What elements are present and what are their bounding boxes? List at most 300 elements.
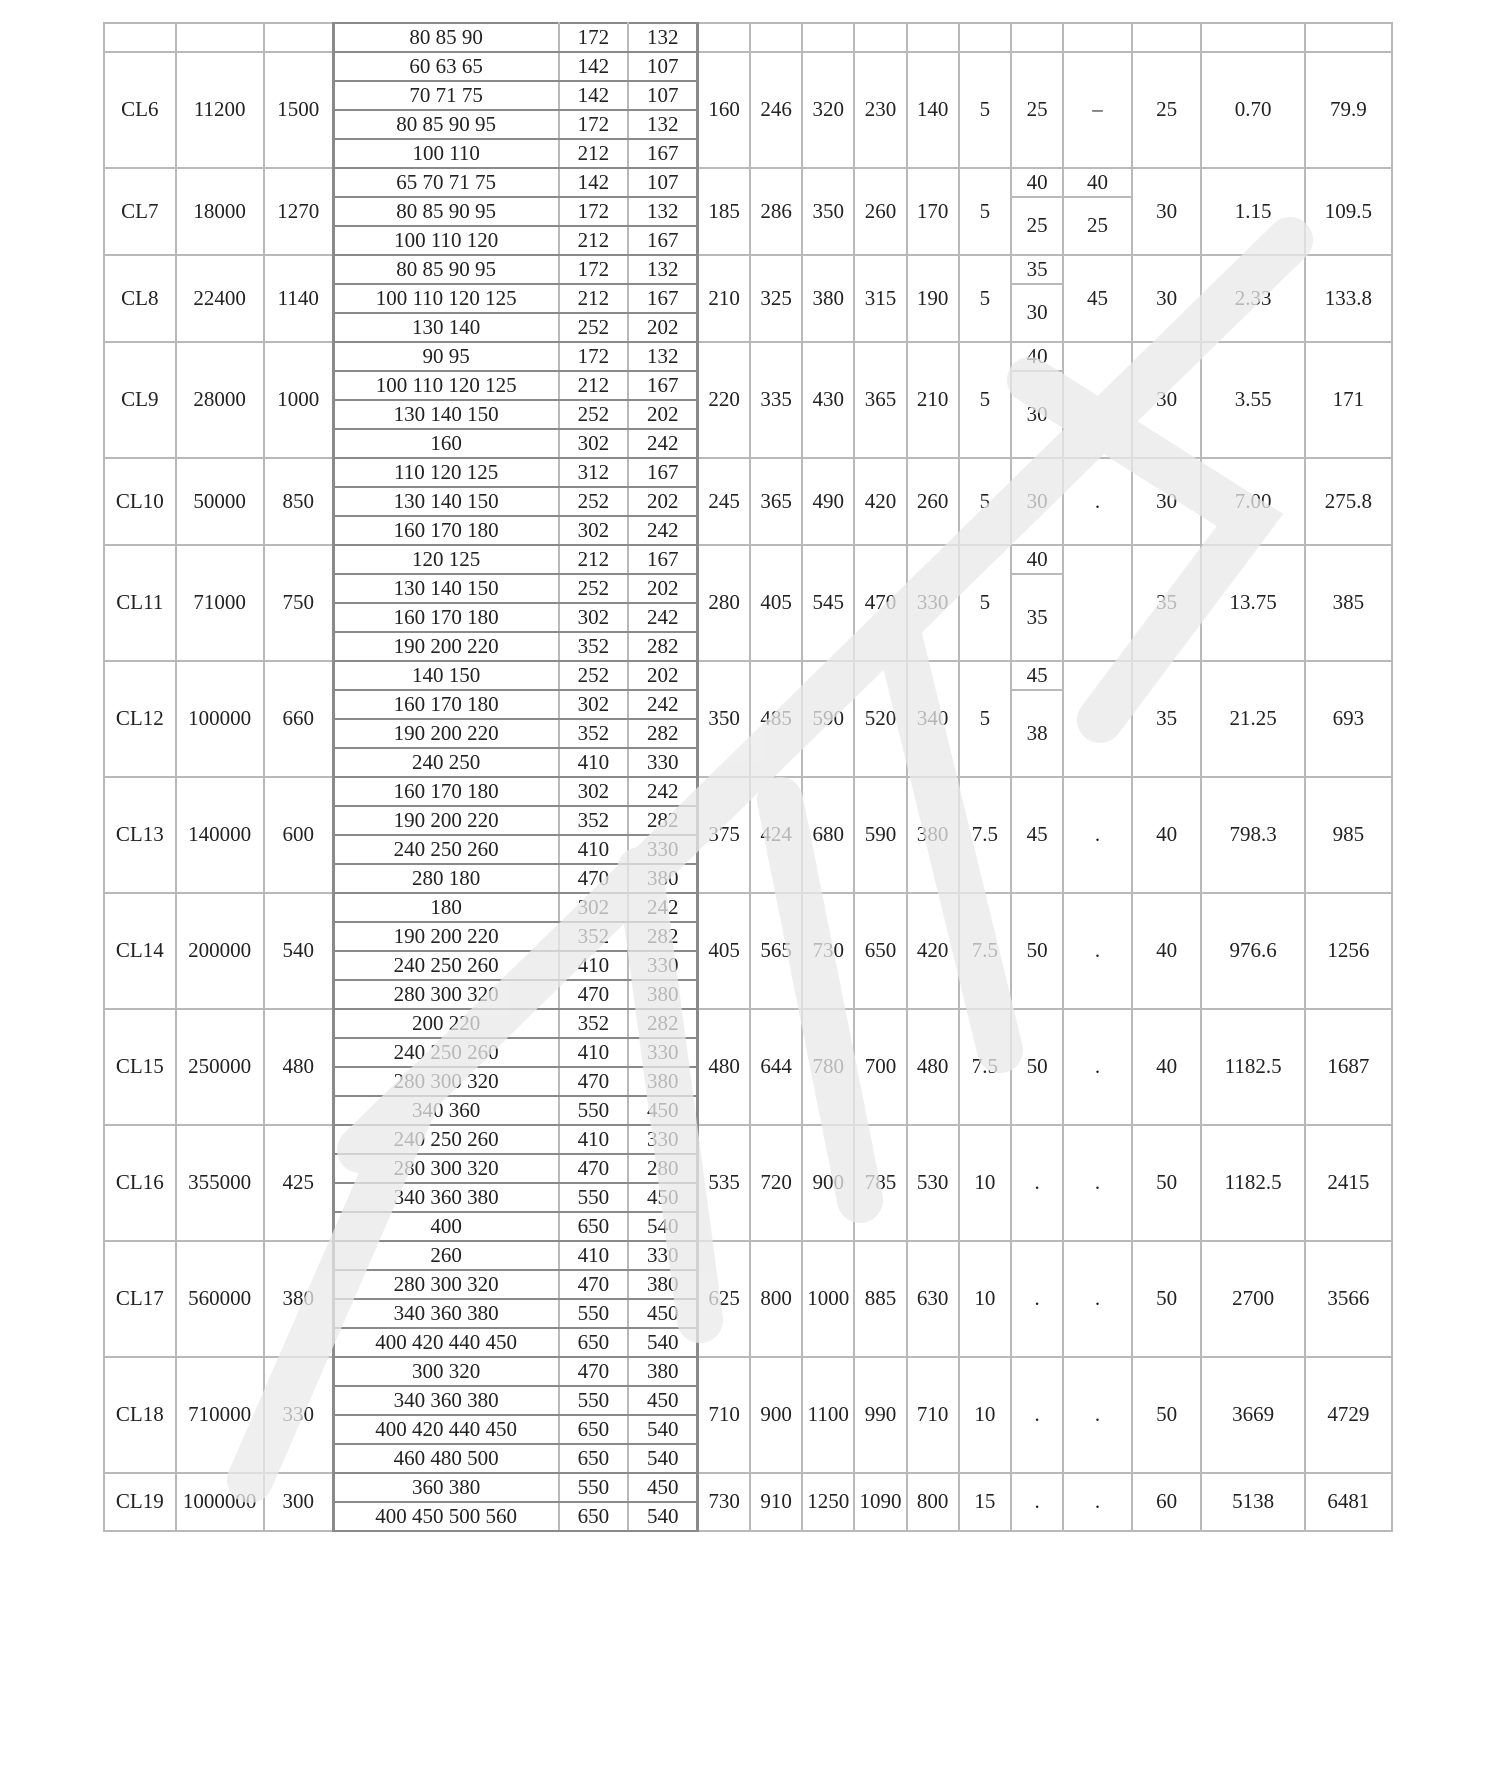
length-l1-cell: 470 xyxy=(559,1154,629,1183)
table-row xyxy=(104,342,1392,371)
dimension-e-cell: 10 xyxy=(959,1125,1011,1241)
length-l2-cell: 107 xyxy=(628,52,698,81)
dimension-d2-cell: 780 xyxy=(802,1009,854,1125)
length-l1-cell: 470 xyxy=(559,1357,629,1386)
length-l1-cell: 550 xyxy=(559,1386,629,1415)
length-l1-cell: 212 xyxy=(559,284,629,313)
length-l2-cell: 282 xyxy=(628,719,698,748)
speed-cell: 300 xyxy=(264,1473,334,1531)
bore-diameter-cell: 240 250 260 xyxy=(333,1038,558,1067)
mass-cell: 109.5 xyxy=(1305,168,1392,255)
inertia-cell: 5138 xyxy=(1201,1473,1304,1531)
dimension-e-cell: 5 xyxy=(959,661,1011,777)
torque-cell: 200000 xyxy=(176,893,264,1009)
length-l1-cell: 410 xyxy=(559,951,629,980)
dimension-b-cell: 785 xyxy=(854,1125,906,1241)
mass-cell: 1256 xyxy=(1305,893,1392,1009)
speed-cell: 380 xyxy=(264,1241,334,1357)
length-l2-cell: 242 xyxy=(628,690,698,719)
speed-cell: 1500 xyxy=(264,52,334,168)
length-l1-cell: 212 xyxy=(559,371,629,400)
length-l1-cell: 172 xyxy=(559,110,629,139)
dimension-b-cell: 885 xyxy=(854,1241,906,1357)
bore-diameter-cell: 280 300 320 xyxy=(333,980,558,1009)
length-l2-cell: 450 xyxy=(628,1386,698,1415)
mass-cell: 693 xyxy=(1305,661,1392,777)
length-l1-cell: 172 xyxy=(559,342,629,371)
length-l1-cell: 650 xyxy=(559,1328,629,1357)
length-l2-cell: 132 xyxy=(628,110,698,139)
length-l1-cell: 550 xyxy=(559,1473,629,1502)
dimension-m-cell: 25 xyxy=(1132,52,1202,168)
dimension-d2-cell: 490 xyxy=(802,458,854,545)
dimension-m-cell: 35 xyxy=(1132,661,1202,777)
dimension-d2-cell: 1250 xyxy=(802,1473,854,1531)
table-row xyxy=(104,893,1392,922)
dimension-d2-cell: 320 xyxy=(802,52,854,168)
dimension-d1-cell: 485 xyxy=(750,661,802,777)
inertia-cell: 21.25 xyxy=(1201,661,1304,777)
speed-cell: 750 xyxy=(264,545,334,661)
dimension-d1-cell: 246 xyxy=(750,52,802,168)
bore-diameter-cell: 360 380 xyxy=(333,1473,558,1502)
bore-diameter-cell: 90 95 xyxy=(333,342,558,371)
dimension-m-cell: 40 xyxy=(1132,777,1202,893)
length-l1-cell: 410 xyxy=(559,1241,629,1270)
bore-diameter-cell: 100 110 xyxy=(333,139,558,168)
dimension-d1-cell: 424 xyxy=(750,777,802,893)
blank-cell xyxy=(1201,23,1304,52)
length-l2-cell: 242 xyxy=(628,777,698,806)
length-l2-cell: 167 xyxy=(628,284,698,313)
dimension-b-cell: 520 xyxy=(854,661,906,777)
dimension-m-cell: 30 xyxy=(1132,168,1202,255)
dimension-b1-cell: 140 xyxy=(907,52,959,168)
blank-cell xyxy=(907,23,959,52)
torque-cell: 710000 xyxy=(176,1357,264,1473)
length-l2-cell: 380 xyxy=(628,1067,698,1096)
length-l1-cell: 302 xyxy=(559,777,629,806)
dimension-m-cell: 35 xyxy=(1132,545,1202,661)
length-l2-cell: 167 xyxy=(628,371,698,400)
dimension-b1-cell: 530 xyxy=(907,1125,959,1241)
pin-c1-cell: 30 xyxy=(1011,371,1063,458)
pin-c2-cell: . xyxy=(1063,1009,1132,1125)
length-l2-cell: 242 xyxy=(628,603,698,632)
length-l2-cell: 132 xyxy=(628,255,698,284)
table-row xyxy=(104,1357,1392,1386)
pin-c1-cell: 45 xyxy=(1011,661,1063,690)
pin-c1-cell: 45 xyxy=(1011,777,1063,893)
dimension-d2-cell: 545 xyxy=(802,545,854,661)
bore-diameter-cell: 80 85 90 95 xyxy=(333,197,558,226)
dimension-b-cell: 470 xyxy=(854,545,906,661)
model-cell: CL17 xyxy=(104,1241,176,1357)
bore-diameter-cell: 190 200 220 xyxy=(333,632,558,661)
length-l2-cell: 167 xyxy=(628,458,698,487)
model-cell: CL13 xyxy=(104,777,176,893)
dimension-m-cell: 60 xyxy=(1132,1473,1202,1531)
dimension-d1-cell: 800 xyxy=(750,1241,802,1357)
dimension-b-cell: 1090 xyxy=(854,1473,906,1531)
dimension-d1-cell: 335 xyxy=(750,342,802,458)
length-l2-cell: 167 xyxy=(628,545,698,574)
dimension-d-cell: 730 xyxy=(698,1473,750,1531)
dimension-d2-cell: 1000 xyxy=(802,1241,854,1357)
length-l2-cell: 330 xyxy=(628,1241,698,1270)
length-l1-cell: 142 xyxy=(559,81,629,110)
dimension-m-cell: 50 xyxy=(1132,1125,1202,1241)
dimension-b-cell: 420 xyxy=(854,458,906,545)
length-l1-cell: 212 xyxy=(559,545,629,574)
bore-diameter-cell: 190 200 220 xyxy=(333,806,558,835)
length-l1-cell: 470 xyxy=(559,1270,629,1299)
bore-diameter-cell: 160 170 180 xyxy=(333,690,558,719)
dimension-d-cell: 710 xyxy=(698,1357,750,1473)
dimension-e-cell: 7.5 xyxy=(959,1009,1011,1125)
length-l1-cell: 410 xyxy=(559,1038,629,1067)
coupling-spec-table xyxy=(103,22,1393,1532)
pin-c1-cell: 30 xyxy=(1011,284,1063,342)
torque-cell: 22400 xyxy=(176,255,264,342)
table-row xyxy=(104,545,1392,574)
blank-cell xyxy=(750,23,802,52)
length-l2-cell: 540 xyxy=(628,1444,698,1473)
pin-c2-cell: . xyxy=(1063,1473,1132,1531)
pin-c1-cell: 25 xyxy=(1011,197,1063,255)
bore-diameter-cell: 130 140 150 xyxy=(333,400,558,429)
dimension-b-cell: 365 xyxy=(854,342,906,458)
mass-cell: 3566 xyxy=(1305,1241,1392,1357)
table-row xyxy=(104,1009,1392,1038)
bore-diameter-cell: 240 250 260 xyxy=(333,951,558,980)
table-row xyxy=(104,777,1392,806)
dimension-d-cell: 245 xyxy=(698,458,750,545)
dimension-d1-cell: 900 xyxy=(750,1357,802,1473)
dimension-d2-cell: 730 xyxy=(802,893,854,1009)
model-cell: CL8 xyxy=(104,255,176,342)
dimension-e-cell: 5 xyxy=(959,255,1011,342)
mass-cell: 1687 xyxy=(1305,1009,1392,1125)
dimension-m-cell: 40 xyxy=(1132,1009,1202,1125)
dimension-d2-cell: 680 xyxy=(802,777,854,893)
bore-diameter-cell: 130 140 150 xyxy=(333,487,558,516)
length-l1-cell: 650 xyxy=(559,1444,629,1473)
length-l1-cell: 302 xyxy=(559,893,629,922)
dimension-e-cell: 5 xyxy=(959,168,1011,255)
dimension-b1-cell: 190 xyxy=(907,255,959,342)
length-l1-cell: 352 xyxy=(559,922,629,951)
length-l2-cell: 202 xyxy=(628,661,698,690)
length-l2-cell: 540 xyxy=(628,1502,698,1531)
bore-diameter-cell: 160 170 180 xyxy=(333,603,558,632)
length-l1-cell: 302 xyxy=(559,690,629,719)
dimension-d1-cell: 644 xyxy=(750,1009,802,1125)
length-l2-cell: 380 xyxy=(628,980,698,1009)
dimension-d-cell: 480 xyxy=(698,1009,750,1125)
model-cell: CL18 xyxy=(104,1357,176,1473)
dimension-b1-cell: 170 xyxy=(907,168,959,255)
length-l1-cell: 650 xyxy=(559,1212,629,1241)
bore-diameter-cell: 80 85 90 xyxy=(333,23,558,52)
dimension-b1-cell: 420 xyxy=(907,893,959,1009)
blank-cell xyxy=(1132,23,1202,52)
bore-diameter-cell: 240 250 260 xyxy=(333,835,558,864)
dimension-d-cell: 220 xyxy=(698,342,750,458)
length-l1-cell: 302 xyxy=(559,429,629,458)
length-l1-cell: 252 xyxy=(559,487,629,516)
inertia-cell: 976.6 xyxy=(1201,893,1304,1009)
dimension-e-cell: 7.5 xyxy=(959,777,1011,893)
dimension-m-cell: 50 xyxy=(1132,1241,1202,1357)
length-l1-cell: 550 xyxy=(559,1299,629,1328)
bore-diameter-cell: 130 140 150 xyxy=(333,574,558,603)
dimension-b1-cell: 630 xyxy=(907,1241,959,1357)
bore-diameter-cell: 160 170 180 xyxy=(333,516,558,545)
pin-c2-cell: . xyxy=(1063,1125,1132,1241)
pin-c2-cell xyxy=(1063,661,1132,777)
bore-diameter-cell: 60 63 65 xyxy=(333,52,558,81)
length-l1-cell: 410 xyxy=(559,748,629,777)
dimension-b-cell: 230 xyxy=(854,52,906,168)
dimension-b1-cell: 330 xyxy=(907,545,959,661)
bore-diameter-cell: 340 360 380 xyxy=(333,1183,558,1212)
bore-diameter-cell: 70 71 75 xyxy=(333,81,558,110)
length-l2-cell: 380 xyxy=(628,864,698,893)
model-cell: CL15 xyxy=(104,1009,176,1125)
blank-cell xyxy=(959,23,1011,52)
length-l1-cell: 252 xyxy=(559,400,629,429)
mass-cell: 6481 xyxy=(1305,1473,1392,1531)
bore-diameter-cell: 190 200 220 xyxy=(333,719,558,748)
inertia-cell: 3669 xyxy=(1201,1357,1304,1473)
pin-c1-cell: 50 xyxy=(1011,1009,1063,1125)
table-row-fragment xyxy=(104,23,1392,52)
dimension-d-cell: 280 xyxy=(698,545,750,661)
table-body xyxy=(104,23,1392,1531)
speed-cell: 330 xyxy=(264,1357,334,1473)
pin-c1-cell: 40 xyxy=(1011,168,1063,197)
mass-cell: 275.8 xyxy=(1305,458,1392,545)
length-l2-cell: 167 xyxy=(628,139,698,168)
bore-diameter-cell: 240 250 xyxy=(333,748,558,777)
model-cell: CL7 xyxy=(104,168,176,255)
length-l2-cell: 242 xyxy=(628,893,698,922)
length-l2-cell: 132 xyxy=(628,23,698,52)
length-l2-cell: 132 xyxy=(628,342,698,371)
pin-c1-cell: 40 xyxy=(1011,342,1063,371)
dimension-d2-cell: 350 xyxy=(802,168,854,255)
torque-cell: 28000 xyxy=(176,342,264,458)
speed-cell: 1000 xyxy=(264,342,334,458)
length-l2-cell: 540 xyxy=(628,1415,698,1444)
dimension-b1-cell: 480 xyxy=(907,1009,959,1125)
pin-c2-cell: . xyxy=(1063,777,1132,893)
dimension-d-cell: 185 xyxy=(698,168,750,255)
dimension-d2-cell: 900 xyxy=(802,1125,854,1241)
model-cell: CL16 xyxy=(104,1125,176,1241)
length-l1-cell: 470 xyxy=(559,864,629,893)
torque-cell: 50000 xyxy=(176,458,264,545)
bore-diameter-cell: 400 450 500 560 xyxy=(333,1502,558,1531)
length-l1-cell: 302 xyxy=(559,603,629,632)
pin-c1-cell: . xyxy=(1011,1241,1063,1357)
length-l2-cell: 540 xyxy=(628,1328,698,1357)
length-l2-cell: 330 xyxy=(628,835,698,864)
bore-diameter-cell: 260 xyxy=(333,1241,558,1270)
dimension-d-cell: 350 xyxy=(698,661,750,777)
dimension-d-cell: 210 xyxy=(698,255,750,342)
length-l2-cell: 107 xyxy=(628,81,698,110)
length-l1-cell: 352 xyxy=(559,719,629,748)
mass-cell: 2415 xyxy=(1305,1125,1392,1241)
bore-diameter-cell: 340 360 xyxy=(333,1096,558,1125)
dimension-m-cell: 30 xyxy=(1132,458,1202,545)
bore-diameter-cell: 200 220 xyxy=(333,1009,558,1038)
blank-cell xyxy=(1011,23,1063,52)
length-l1-cell: 212 xyxy=(559,139,629,168)
pin-c1-cell: 50 xyxy=(1011,893,1063,1009)
length-l1-cell: 252 xyxy=(559,661,629,690)
dimension-b-cell: 590 xyxy=(854,777,906,893)
speed-cell: 1270 xyxy=(264,168,334,255)
length-l1-cell: 550 xyxy=(559,1096,629,1125)
length-l2-cell: 242 xyxy=(628,429,698,458)
dimension-d1-cell: 405 xyxy=(750,545,802,661)
length-l2-cell: 330 xyxy=(628,1125,698,1154)
length-l2-cell: 450 xyxy=(628,1096,698,1125)
length-l2-cell: 450 xyxy=(628,1473,698,1502)
bore-diameter-cell: 100 110 120 xyxy=(333,226,558,255)
length-l1-cell: 410 xyxy=(559,835,629,864)
length-l2-cell: 202 xyxy=(628,487,698,516)
pin-c2-cell: 25 xyxy=(1063,197,1132,255)
torque-cell: 71000 xyxy=(176,545,264,661)
bore-diameter-cell: 180 xyxy=(333,893,558,922)
dimension-d-cell: 535 xyxy=(698,1125,750,1241)
bore-diameter-cell: 240 250 260 xyxy=(333,1125,558,1154)
mass-cell: 133.8 xyxy=(1305,255,1392,342)
length-l2-cell: 282 xyxy=(628,1009,698,1038)
pin-c1-cell: 30 xyxy=(1011,458,1063,545)
torque-cell: 355000 xyxy=(176,1125,264,1241)
length-l1-cell: 470 xyxy=(559,980,629,1009)
length-l2-cell: 330 xyxy=(628,951,698,980)
bore-diameter-cell: 280 300 320 xyxy=(333,1067,558,1096)
length-l1-cell: 142 xyxy=(559,52,629,81)
length-l2-cell: 282 xyxy=(628,806,698,835)
length-l2-cell: 202 xyxy=(628,574,698,603)
inertia-cell: 1182.5 xyxy=(1201,1009,1304,1125)
blank-cell xyxy=(802,23,854,52)
pin-c1-cell: . xyxy=(1011,1125,1063,1241)
length-l1-cell: 212 xyxy=(559,226,629,255)
dimension-e-cell: 5 xyxy=(959,545,1011,661)
dimension-d-cell: 625 xyxy=(698,1241,750,1357)
dimension-e-cell: 10 xyxy=(959,1357,1011,1473)
pin-c1-cell: 35 xyxy=(1011,255,1063,284)
torque-cell: 100000 xyxy=(176,661,264,777)
length-l1-cell: 550 xyxy=(559,1183,629,1212)
length-l1-cell: 252 xyxy=(559,574,629,603)
length-l1-cell: 172 xyxy=(559,23,629,52)
dimension-d1-cell: 720 xyxy=(750,1125,802,1241)
dimension-e-cell: 5 xyxy=(959,52,1011,168)
bore-diameter-cell: 280 300 320 xyxy=(333,1270,558,1299)
table-row xyxy=(104,52,1392,81)
blank-cell xyxy=(854,23,906,52)
length-l1-cell: 650 xyxy=(559,1415,629,1444)
mass-cell: 4729 xyxy=(1305,1357,1392,1473)
dimension-d1-cell: 910 xyxy=(750,1473,802,1531)
length-l2-cell: 380 xyxy=(628,1357,698,1386)
inertia-cell: 2.33 xyxy=(1201,255,1304,342)
dimension-m-cell: 40 xyxy=(1132,893,1202,1009)
mass-cell: 171 xyxy=(1305,342,1392,458)
inertia-cell: 798.3 xyxy=(1201,777,1304,893)
dimension-d2-cell: 590 xyxy=(802,661,854,777)
length-l1-cell: 302 xyxy=(559,516,629,545)
model-cell: CL10 xyxy=(104,458,176,545)
pin-c2-cell xyxy=(1063,342,1132,458)
bore-diameter-cell: 100 110 120 125 xyxy=(333,371,558,400)
dimension-d-cell: 405 xyxy=(698,893,750,1009)
pin-c2-cell: 45 xyxy=(1063,255,1132,342)
bore-diameter-cell: 120 125 xyxy=(333,545,558,574)
dimension-d1-cell: 325 xyxy=(750,255,802,342)
length-l1-cell: 470 xyxy=(559,1067,629,1096)
length-l2-cell: 450 xyxy=(628,1299,698,1328)
length-l2-cell: 280 xyxy=(628,1154,698,1183)
length-l1-cell: 172 xyxy=(559,197,629,226)
dimension-b1-cell: 260 xyxy=(907,458,959,545)
dimension-b1-cell: 800 xyxy=(907,1473,959,1531)
length-l1-cell: 650 xyxy=(559,1502,629,1531)
dimension-m-cell: 50 xyxy=(1132,1357,1202,1473)
pin-c2-cell xyxy=(1063,545,1132,661)
dimension-d2-cell: 1100 xyxy=(802,1357,854,1473)
length-l2-cell: 107 xyxy=(628,168,698,197)
length-l2-cell: 282 xyxy=(628,922,698,951)
bore-diameter-cell: 400 xyxy=(333,1212,558,1241)
dimension-b-cell: 315 xyxy=(854,255,906,342)
inertia-cell: 1.15 xyxy=(1201,168,1304,255)
speed-cell xyxy=(264,23,334,52)
dimension-b-cell: 700 xyxy=(854,1009,906,1125)
dimension-m-cell: 30 xyxy=(1132,342,1202,458)
length-l1-cell: 352 xyxy=(559,806,629,835)
bore-diameter-cell: 340 360 380 xyxy=(333,1386,558,1415)
bore-diameter-cell: 190 200 220 xyxy=(333,922,558,951)
speed-cell: 850 xyxy=(264,458,334,545)
torque-cell: 1000000 xyxy=(176,1473,264,1531)
bore-diameter-cell: 110 120 125 xyxy=(333,458,558,487)
bore-diameter-cell: 300 320 xyxy=(333,1357,558,1386)
length-l2-cell: 167 xyxy=(628,226,698,255)
inertia-cell: 2700 xyxy=(1201,1241,1304,1357)
blank-cell xyxy=(1305,23,1392,52)
pin-c1-cell: . xyxy=(1011,1473,1063,1531)
bore-diameter-cell: 65 70 71 75 xyxy=(333,168,558,197)
dimension-d1-cell: 286 xyxy=(750,168,802,255)
bore-diameter-cell: 400 420 440 450 xyxy=(333,1328,558,1357)
dimension-b1-cell: 340 xyxy=(907,661,959,777)
pin-c2-cell: . xyxy=(1063,893,1132,1009)
dimension-b-cell: 650 xyxy=(854,893,906,1009)
coupling-spec-table-wrapper xyxy=(103,22,1393,1532)
speed-cell: 480 xyxy=(264,1009,334,1125)
model-cell xyxy=(104,23,176,52)
